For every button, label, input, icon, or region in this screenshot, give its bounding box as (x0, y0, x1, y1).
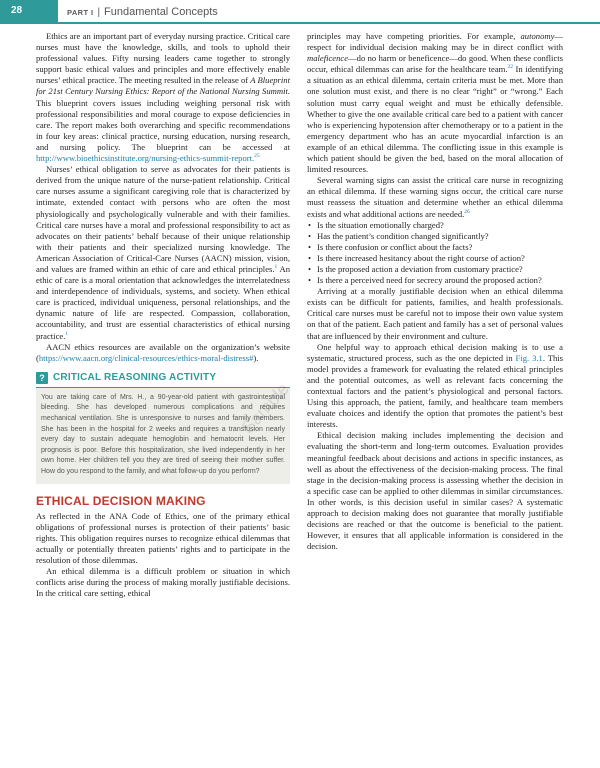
page-number: 28 (0, 0, 58, 22)
chapter-title: Fundamental Concepts (104, 6, 218, 18)
part-label: PART I (67, 8, 94, 17)
reference[interactable]: 26 (464, 208, 470, 215)
aacn-ethics-link[interactable]: https://www.aacn.org/clinical-resources/ethics-moral-distress# (38, 352, 254, 363)
left-column (36, 31, 290, 599)
question-icon: ? (36, 372, 48, 384)
list-item: • Is there increased hesitancy about the right course of action? (308, 252, 525, 263)
paragraph: Ethical decision making includes implementing the decision and evaluating the short-term and long-term outcomes. Evaluation provides meaningful feedback about decisions and actions in specific instances, as well as about the effectiveness of the decision-making process. The final stage in the decision-making process is assessing whether the decision in a specific case can be applied to other dilemmas in similar circumstances. In other words, is this decision useful in similar cases? A systematic approach to decision making does not guarantee that morally justifiable decisions are reached or that the outcome is beneficial to the patient. However, it ensures that all applicable information is considered in the decision. (307, 430, 563, 552)
paragraph: Ethics are an important part of everyday nursing practice. Critical care nurses must have the knowledge, skills, and tools to uphold their professional values. Fifty nursing leaders came together to strongly support basic ethical values and principles and more effectively enable nurses’ ethical practice. The meeting resulted in the release of A Blueprint for 21st Century Nursing Ethics: Report of the National Nursing Summit. This blueprint covers issues including weighing personal risk with professional responsibilities and moral courage to expose deficiencies in care. The report makes both overarching and specific recommendations in four key areas: clinical practice, nursing education, nursing research, and nursing policy. The blueprint can be accessed at http://www.bioethicsinstitute.org/nursing-ethics-summit-report.$^{25}$ (36, 31, 290, 164)
reference[interactable]: 22 (507, 64, 513, 71)
reference[interactable]: 1 (274, 264, 278, 271)
list-item: • Is there a perceived need for secrecy around the proposed action? (308, 275, 542, 286)
paragraph: As reflected in the ANA Code of Ethics, one of the primary ethical obligations of professional nurses is protection of their patients’ basic rights. This obligation requires nurses to recognize ethical dilemmas that actually or potentially threaten patients’ rights and to participate in the resolution of those dilemmas. (36, 510, 290, 565)
right-column (307, 31, 563, 552)
list-item: • Is there confusion or conflict about the facts? (308, 241, 473, 252)
running-head: PART I | Fundamental Concepts (67, 6, 218, 18)
header-rule (0, 22, 600, 24)
paragraph: Several warning signs can assist the critical care nurse in recognizing an ethical dilemma. If these warning signs occur, the critical care nurse must reassess the situation and determine whether an ethical dilemma exists and what additional actions are needed.$^{26}$ (307, 175, 563, 219)
paragraph: One helpful way to approach ethical decision making is to use a systematic, structured process, such as the one depicted in Fig. 3.1. This model provides a framework for evaluating the related ethical principles and the potential outcomes, as well as relevant facts concerning the contextual factors and the patient’s physiological and personal factors. Using this approach, the patient, family, and healthcare team members evaluate choices and identify the option that promotes the patient’s best interests. (307, 341, 564, 430)
activity-body: You are taking care of Mrs. H., a 90-year-old patient with gastrointestinal bleeding. She has developed numerous complications and requires mechanical ventilation. She is unresponsive to nurses and family members. She has been in the hospital for 2 weeks and requires a transfusion nearly every day to sustain adequate hemoglobin and hematocrit levels. Her prognosis is poor. Before this hospitalization, she lived independently in her own home. Her children tell you they are tired of seeing their mother suffer. How do you respond to the family, and what follow-up do you perform? (41, 393, 285, 475)
list-item: • Has the patient’s condition changed significantly? (308, 230, 489, 241)
section-heading: ETHICAL DECISION MAKING (36, 493, 206, 508)
paragraph: Arriving at a morally justifiable decision when an ethical dilemma exists can be difficult for patients, families, and health professionals. Critical care nurses must be careful not to impose their own value system on that of the patient. Each patient and family has a set of personal values that are influenced by their environment and culture. (307, 286, 563, 341)
list-item: • Is the proposed action a deviation from customary practice? (308, 263, 523, 274)
activity-header (36, 372, 290, 388)
activity-title: CRITICAL REASONING ACTIVITY (53, 372, 217, 384)
blueprint-link[interactable]: http://www.bioethicsinstitute.org/nursing-ethics-summit-report. (36, 153, 255, 164)
paragraph: AACN ethics resources are available on the organization’s website (https://www.aacn.org/clinical-resources/ethics-moral-distress#). (36, 341, 290, 363)
warning-signs-list (307, 220, 563, 287)
list-item: • Is the situation emotionally charged? (308, 219, 444, 230)
critical-reasoning-box (36, 372, 290, 484)
reference[interactable]: 1 (65, 330, 69, 337)
figure-link[interactable]: Fig. 3.1 (515, 352, 543, 363)
paragraph: Nurses’ ethical obligation to serve as advocates for their patients is derived from the unique nature of the nurse-patient relationship. Critical care nurses assume a significant caregiving role that is characterized by intimate, extended contact with persons who are often the most physiologically and psychologically vulnerable and with their families. Critical care nurses have a moral and professional responsibility to act as advocates on their patients’ behalf because of their unique relationship with their patients and their specialized nursing knowledge. The American Association of Critical-Care Nurses (AACN) mission, vision, and values are framed within an ethic of care and ethical principles.$^1$ An ethic of care is a moral orientation that acknowledges the interrelatedness and interdependence of individuals, systems, and society. When ethical care is practiced, individual uniqueness, personal relationships, and the dynamic nature of life are respected. Compassion, collaboration, accountability, and trust are essential characteristics of ethical nursing practice.$^1$ (36, 164, 290, 341)
paragraph: principles may have competing priorities. For example, autonomy—respect for individual decision making may be in direct conflict with maleficence—do no harm or beneficence—do good. When these conflicts occur, ethical dilemmas can arise for the healthcare team.$^{22}$ In identifying a situation as an ethical dilemma, certain criteria must be met. More than one solution must exist, and there is no clear “right” or “wrong.” Each solution must carry equal weight and must be ethically defensible. Whether to give the one available critical care bed to a patient with cancer who is experiencing hypotension after chemotherapy or to a patient in the emergency department who has an acute myocardial infarction is an example of an ethical dilemma. The conflicting issue in this example is which patient should be given the bed, based on the moral allocation of limited resources. (307, 31, 563, 175)
reference[interactable]: 25 (254, 153, 260, 160)
page-header (0, 0, 600, 22)
paragraph: An ethical dilemma is a difficult problem or situation in which conflicts arise during the process of making morally justifiable decisions. In the critical care setting, ethical (36, 566, 290, 599)
